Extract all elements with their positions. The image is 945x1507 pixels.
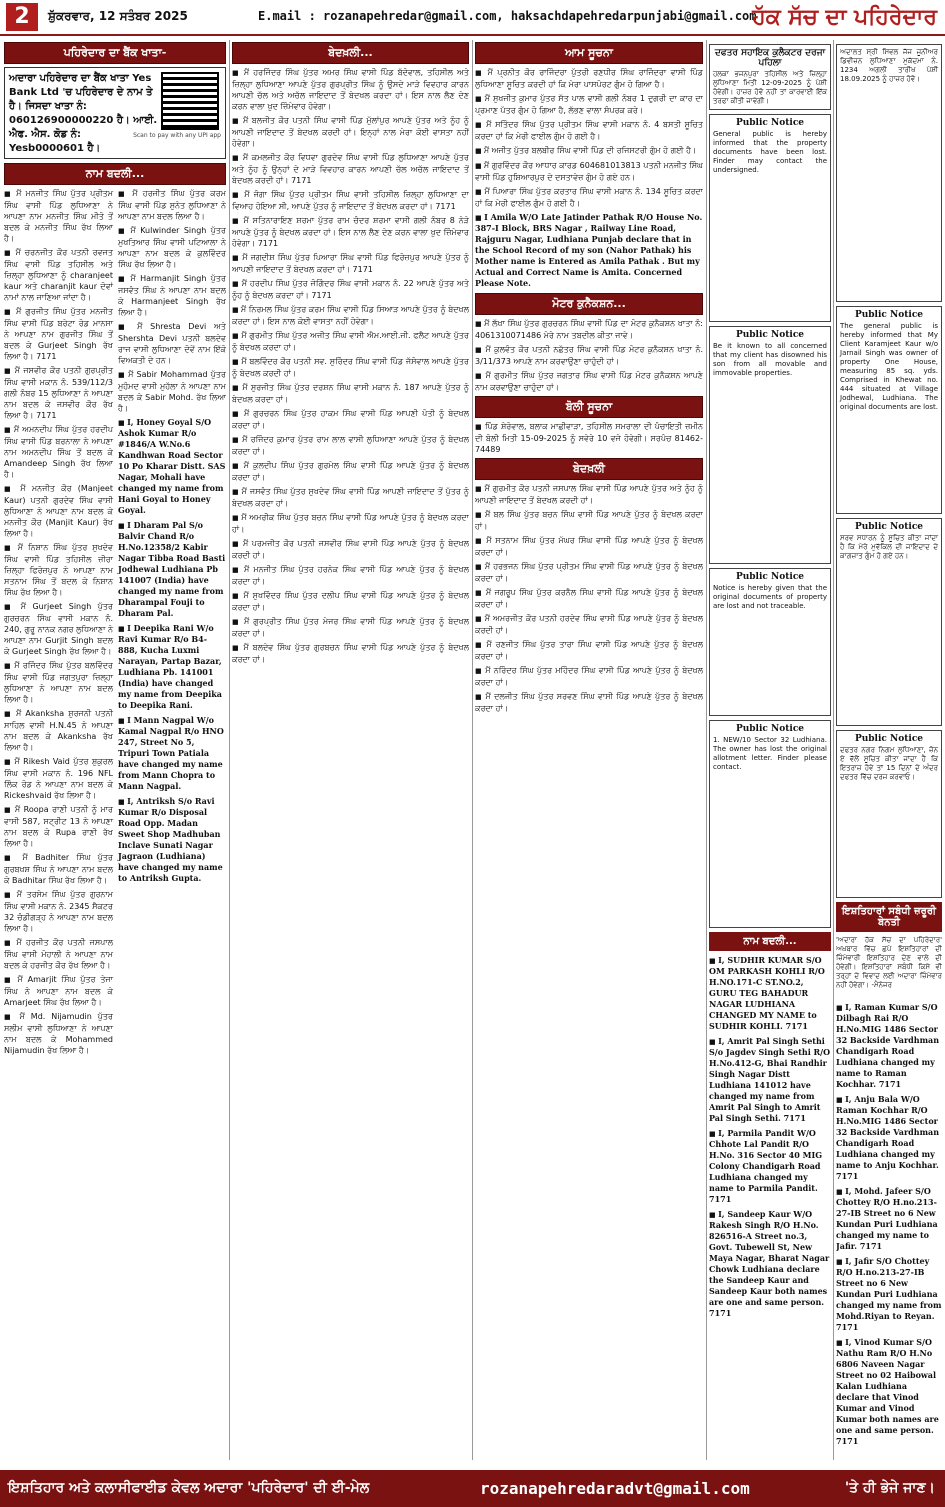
notice-item: ■ ਮੈਂ ਜਗਦੀਸ਼ ਸਿੰਘ ਪੁੱਤਰ ਪਿਆਰਾ ਸਿੰਘ ਵਾਸੀ ਪਿੰਡ ਫਿਰੋਜ਼ਪੁਰ ਆਪਣੇ ਪੁੱਤਰ ਨੂੰ ਆਪਣੀ ਜਾਇਦਾਦ ਤੋਂ ਬੇਦਖਲ ਕਰਦਾ ਹਾਂ। 7171 bbox=[232, 252, 469, 275]
section-ishtihar: ਇਸ਼ਤਿਹਾਰਾਂ ਸਬੰਧੀ ਜ਼ਰੂਰੀ ਬੇਨਤੀ bbox=[836, 902, 942, 932]
section-naam-badli-2: ਨਾਮ ਬਦਲੀ... bbox=[709, 932, 831, 951]
notice-item: ■ ਮੈਂ ਹਰਜੀਤ ਸਿੰਘ ਪੁੱਤਰ ਕਰਮ ਸਿੰਘ ਵਾਸੀ ਪਿੰਡ ਸੁਨੇਤ ਲੁਧਿਆਣਾ ਨੇ ਆਪਣਾ ਨਾਮ ਬਦਲ ਲਿਆ ਹੈ। bbox=[118, 188, 226, 222]
notice-item: ■ I, Parmila Pandit W/O Chhote Lal Pandit R/O H.No. 316 Sector 40 MIG Colony Chandigarh Road Ludhiana changed my name to Parmila Pandit. 7171 bbox=[709, 1128, 831, 1205]
notice-item: ■ ਮੈਂ ਗੁਰਮੀਤ ਕੌਰ ਪਤਨੀ ਜਸਪਾਲ ਸਿੰਘ ਵਾਸੀ ਪਿੰਡ ਆਪਣੇ ਪੁੱਤਰ ਅਤੇ ਨੂੰਹ ਨੂੰ ਆਪਣੀ ਜਾਇਦਾਦ ਤੋਂ ਬੇਦਖਲ ਕਰਦੀ ਹਾਂ। bbox=[475, 483, 703, 506]
notice-item: ■ ਮੈਂ ਅਮਰੀਕ ਸਿੰਘ ਪੁੱਤਰ ਬਚਨ ਸਿੰਘ ਵਾਸੀ ਪਿੰਡ ਆਪਣੇ ਪੁੱਤਰ ਨੂੰ ਬੇਦਖਲ ਕਰਦਾ ਹਾਂ। bbox=[232, 512, 469, 535]
column-4 bbox=[709, 40, 831, 1460]
notice-item: ■ ਮੈਂ ਹਰਜਿੰਦਰ ਸਿੰਘ ਪੁੱਤਰ ਅਮਰ ਸਿੰਘ ਵਾਸੀ ਪਿੰਡ ਬੱਦੋਵਾਲ, ਤਹਿਸੀਲ ਅਤੇ ਜ਼ਿਲ੍ਹਾ ਲੁਧਿਆਣਾ ਆਪਣੇ ਪੁੱਤਰ ਗੁਰਪ੍ਰੀਤ ਸਿੰਘ ਨੂੰ ਉਸਦੇ ਮਾੜੇ ਵਿਵਹਾਰ ਕਾਰਨ ਆਪਣੀ ਚੱਲ ਅਤੇ ਅਚੱਲ ਜਾਇਦਾਦ ਤੋਂ ਬੇਦਖਲ ਕਰਦਾ ਹਾਂ। ਇਸ ਨਾਲ ਲੈਣ ਦੇਣ ਕਰਨ ਵਾਲਾ ਖੁਦ ਜ਼ਿੰਮੇਵਾਰ ਹੋਵੇਗਾ। bbox=[232, 67, 469, 112]
public-notice bbox=[836, 518, 942, 726]
notice-item: ■ ਮੈਂ ਜਗਰੂਪ ਸਿੰਘ ਪੁੱਤਰ ਕਰਨੈਲ ਸਿੰਘ ਵਾਸੀ ਪਿੰਡ ਆਪਣੇ ਪੁੱਤਰ ਨੂੰ ਬੇਦਖਲ ਕਰਦਾ ਹਾਂ। bbox=[475, 587, 703, 610]
notice-item: ■ I, Honey Goyal S/O Ashok Kumar R/o #1846/A W.No.6 Kandhwan Road Sector 10 Po Kharar Distt. SAS Nagar, Mohali have changed my name from Hani Goyal to Honey Goyal. bbox=[118, 417, 226, 516]
notice-item: ■ ਮੈਂ ਹਰਦੀਪ ਸਿੰਘ ਪੁੱਤਰ ਜੋਗਿੰਦਰ ਸਿੰਘ ਵਾਸੀ ਮਕਾਨ ਨੰ. 22 ਆਪਣੇ ਪੁੱਤਰ ਅਤੇ ਨੂੰਹ ਨੂੰ ਬੇਦਖਲ ਕਰਦਾ ਹਾਂ। 7171 bbox=[232, 278, 469, 301]
notice-item: ■ ਮੈਂ ਬਲ ਸਿੰਘ ਪੁੱਤਰ ਬਚਨ ਸਿੰਘ ਵਾਸੀ ਪਿੰਡ ਆਪਣੇ ਪੁੱਤਰ ਨੂੰ ਬੇਦਖਲ ਕਰਦਾ ਹਾਂ। bbox=[475, 509, 703, 532]
notice-item: ■ ਮੈਂ ਸੁਰਜੀਤ ਸਿੰਘ ਪੁੱਤਰ ਦਰਸ਼ਨ ਸਿੰਘ ਵਾਸੀ ਮਕਾਨ ਨੰ. 187 ਆਪਣੇ ਪੁੱਤਰ ਨੂੰ ਬੇਦਖਲ ਕਰਦਾ ਹਾਂ। bbox=[232, 382, 469, 405]
notice-title: Public Notice bbox=[735, 572, 805, 582]
notice-item: ■ ਮੈਂ ਅਮਰਜੀਤ ਕੌਰ ਪਤਨੀ ਹਰਦੇਵ ਸਿੰਘ ਵਾਸੀ ਪਿੰਡ ਆਪਣੇ ਪੁੱਤਰ ਨੂੰ ਬੇਦਖਲ ਕਰਦੀ ਹਾਂ। bbox=[475, 613, 703, 636]
notice-item: ■ ਮੈਂ ਜਸਵੰਤ ਸਿੰਘ ਪੁੱਤਰ ਸੁਖਦੇਵ ਸਿੰਘ ਵਾਸੀ ਪਿੰਡ ਆਪਣੀ ਜਾਇਦਾਦ ਤੋਂ ਪੁੱਤਰ ਨੂੰ ਬੇਦਖਲ ਕਰਦਾ ਹਾਂ। bbox=[232, 486, 469, 509]
notice-text: General public is hereby informed that the property documents have been lost. Finder may contact the undersigned. bbox=[713, 130, 827, 174]
notice-item: ■ ਮੈਂ ਸਤਨਾਮ ਸਿੰਘ ਪੁੱਤਰ ਮੱਘਰ ਸਿੰਘ ਵਾਸੀ ਪਿੰਡ ਆਪਣੇ ਪੁੱਤਰ ਨੂੰ ਬੇਦਖਲ ਕਰਦਾ ਹਾਂ। bbox=[475, 535, 703, 558]
col1-left bbox=[4, 188, 113, 1059]
notice-item: ■ ਮੈਂ ਹਰਜੀਤ ਕੌਰ ਪਤਨੀ ਜਸਪਾਲ ਸਿੰਘ ਵਾਸੀ ਮੋਹਾਲੀ ਨੇ ਆਪਣਾ ਨਾਮ ਬਦਲ ਕੇ ਹਰਜੀਤ ਕੌਰ ਰੱਖ ਲਿਆ ਹੈ। bbox=[4, 937, 113, 971]
notice-item: ■ I, Sandeep Kaur W/O Rakesh Singh R/O H.No. 826516-A Street no.3, Govt. Tubewell St, New Maya Nagar, Bharat Nagar Chowk Ludhiana declare the Sandeep Kaur and Sandeep Kaur both names are one and same person. 7171 bbox=[709, 1209, 831, 1319]
notice-item: ■ ਮੈਂ Badhiter ਸਿੰਘ ਪੁੱਤਰ ਗੁਰਬਖਸ਼ ਸਿੰਘ ਨੇ ਆਪਣਾ ਨਾਮ ਬਦਲ ਕੇ Badhitar ਸਿੰਘ ਰੱਖ ਲਿਆ ਹੈ। bbox=[4, 852, 113, 886]
bank-box bbox=[4, 67, 226, 159]
notice-item: ■ I Deepika Rani W/o Ravi Kumar R/o B4-888, Kucha Luxmi Narayan, Partap Bazar, Ludhiana Pb. 141001 (India) have changed my name from Deepika to Deepika Rani. bbox=[118, 623, 226, 711]
court-notice bbox=[709, 44, 831, 110]
divider bbox=[229, 40, 230, 1460]
notice-text: 1. NEW/10 Sector 32 Ludhiana. The owner has lost the original allotment letter. Finder please contact. bbox=[713, 736, 827, 771]
notice-text: Be it known to all concerned that my client has disowned his son from all movable and immovable properties. bbox=[713, 342, 827, 377]
notice-item: ■ ਮੈਂ Rikesh Vaid ਪੁੱਤਰ ਸ਼ੁਕੁਰਲ ਸਿੰਘ ਵਾਸੀ ਮਕਾਨ ਨੰ. 196 NFL ਲਿੰਕ ਰੋਡ ਨੇ ਆਪਣਾ ਨਾਮ ਬਦਲ ਕੇ Rickeshvaid ਰੱਖ ਲਿਆ ਹੈ। bbox=[4, 756, 113, 801]
notice-item: ■ ਮੈਂ Akanksha ਸ਼ੁਰਜਨੀ ਪਤਨੀ ਸਾਹਿਲ ਵਾਸੀ H.N.45 ਨੇ ਆਪਣਾ ਨਾਮ ਬਦਲ ਕੇ Akanksha ਰੱਖ ਲਿਆ ਹੈ। bbox=[4, 708, 113, 753]
notice-item: ■ ਮੈਂ Kulwinder Singh ਪੁੱਤਰ ਮੁਖਤਿਆਰ ਸਿੰਘ ਵਾਸੀ ਪਟਿਆਲਾ ਨੇ ਆਪਣਾ ਨਾਮ ਬਦਲ ਕੇ ਕੁਲਵਿੰਦਰ ਸਿੰਘ ਰੱਖ ਲਿਆ ਹੈ। bbox=[118, 225, 226, 270]
notice-item: ■ ਮੈਂ ਜਸਵੀਰ ਕੌਰ ਪਤਨੀ ਗੁਰਪ੍ਰੀਤ ਸਿੰਘ ਵਾਸੀ ਮਕਾਨ ਨੰ. 539/112/3 ਗਲੀ ਨੰਬਰ 15 ਲੁਧਿਆਣਾ ਨੇ ਆਪਣਾ ਨਾਮ ਬਦਲ ਕੇ ਜਸਵੀਰ ਕੌਰ ਰੱਖ ਲਿਆ ਹੈ। 7171 bbox=[4, 365, 113, 421]
notice-item: ■ ਮੈਂ ਜੰਗਾ ਸਿੰਘ ਪੁੱਤਰ ਪ੍ਰੀਤਮ ਸਿੰਘ ਵਾਸੀ ਤਹਿਸੀਲ ਜ਼ਿਲ੍ਹਾ ਲੁਧਿਆਣਾ ਦਾ ਵਿਆਹ ਹੋਇਆ ਸੀ, ਆਪਣੇ ਪੁੱਤਰ ਨੂੰ ਜਾਇਦਾਦ ਤੋਂ ਬੇਦਖਲ ਕਰਦਾ ਹਾਂ। 7171 bbox=[232, 189, 469, 212]
brand-logo: ਹੱਕ ਸੱਚ ਦਾ ਪਹਿਰੇਦਾਰ bbox=[752, 4, 937, 30]
divider bbox=[833, 40, 834, 1460]
public-notice bbox=[709, 114, 831, 322]
notice-item: ■ ਮੈਂ ਕੁਲਵੰਤ ਕੌਰ ਪਤਨੀ ਨਛੱਤਰ ਸਿੰਘ ਵਾਸੀ ਪਿੰਡ ਮੋਟਰ ਕੁਨੈਕਸ਼ਨ ਖਾਤਾ ਨੰ. 3/11/373 ਆਪਣੇ ਨਾਮ ਕਰਵਾਉਣਾ ਚਾਹੁੰਦੀ ਹਾਂ। bbox=[475, 344, 703, 367]
court-text: ਹਲਕਾ ਭਜਨਪੁਰਾ ਤਹਿਸੀਲ ਅਤੇ ਜ਼ਿਲ੍ਹਾ ਲੁਧਿਆਣਾ ਮਿਤੀ 12-09-2025 ਨੂੰ ਪੇਸ਼ੀ ਹੋਵੇਗੀ। ਹਾਜ਼ਰ ਹੋਵੋ ਨਹੀਂ ਤਾਂ ਕਾਰਵਾਈ ਇੱਕ ਤਰਫਾ ਕੀਤੀ ਜਾਵੇਗੀ। bbox=[713, 70, 827, 105]
footer-email: rozanapehredaradvt@gmail.com bbox=[480, 1479, 750, 1498]
notice-title: Public Notice bbox=[735, 330, 805, 340]
section-bedakhli-2: ਬੇਦਖ਼ਲੀ bbox=[475, 458, 703, 480]
notice-text: The general public is hereby informed that My Client Karamjeet Kaur w/o Jarnail Singh was owner of property One House, measuring 85 sq. yds. Comprised in Khewat no. 444 situated at Village Jodhewal, Ludhiana. The original documents are lost. bbox=[840, 322, 938, 411]
notice-item: ■ ਮੈਂ ਬਲਜੀਤ ਕੌਰ ਪਤਨੀ ਸਿੰਘ ਵਾਸੀ ਪਿੰਡ ਮੁੱਲਾਂਪੁਰ ਆਪਣੇ ਪੁੱਤਰ ਅਤੇ ਨੂੰਹ ਨੂੰ ਆਪਣੀ ਜਾਇਦਾਦ ਤੋਂ ਬੇਦਖਲ ਕਰਦੀ ਹਾਂ। ਇਨ੍ਹਾਂ ਨਾਲ ਮੇਰਾ ਕੋਈ ਵਾਸਤਾ ਨਹੀਂ ਹੋਵੇਗਾ। bbox=[232, 115, 469, 149]
notice-item: ■ ਮੈਂ Shresta Devi ਅਤੇ Shershta Devi ਪਤਨੀ ਬਲਦੇਵ ਰਾਜ ਵਾਸੀ ਲੁਧਿਆਣਾ ਦੋਵੇਂ ਨਾਮ ਇੱਕੋ ਵਿਅਕਤੀ ਦੇ ਹਨ। bbox=[118, 321, 226, 366]
notice-title: Public Notice bbox=[735, 118, 805, 128]
qr-code-icon bbox=[161, 72, 219, 130]
page-header bbox=[0, 0, 945, 36]
header-email: E.mail : rozanapehredar@gmail.com, haksachdapehredarpunjabi@gmail.com bbox=[258, 9, 757, 23]
boli-notice: ■ ਪਿੰਡ ਸ਼ੇਰੋਵਾਲ, ਬਲਾਕ ਮਾਛੀਵਾੜਾ, ਤਹਿਸੀਲ ਸਮਰਾਲਾ ਦੀ ਪੰਚਾਇਤੀ ਜ਼ਮੀਨ ਦੀ ਬੋਲੀ ਮਿਤੀ 15-09-2025 ਨੂੰ ਸਵੇਰੇ 10 ਵਜੇ ਹੋਵੇਗੀ। ਸਰਪੰਚ 81462-74489 bbox=[475, 421, 703, 455]
column-1 bbox=[4, 40, 226, 1460]
notice-item: ■ I, Jafir S/O Chottey R/O H.no.213-27-IB Street no 6 New Kundan Puri Ludhiana changed my name from Mohd.Riyan to Reyan. 7171 bbox=[836, 1256, 942, 1333]
qr-caption: Scan to pay with any UPI app bbox=[133, 132, 221, 139]
notice-item: ■ ਮੈਂ ਸਤਿੰਦਰ ਸਿੰਘ ਪੁੱਤਰ ਪ੍ਰੀਤਮ ਸਿੰਘ ਵਾਸੀ ਮਕਾਨ ਨੰ. 4 ਬਸਤੀ ਸੂਚਿਤ ਕਰਦਾ ਹਾਂ ਕਿ ਮੇਰੀ ਫਾਈਲ ਗੁੰਮ ਹੋ ਗਈ ਹੈ। bbox=[475, 119, 703, 142]
public-notice bbox=[709, 568, 831, 716]
public-notice bbox=[836, 306, 942, 514]
notice-item: ■ ਮੈਂ Amarjit ਸਿੰਘ ਪੁੱਤਰ ਤੇਜਾ ਸਿੰਘ ਨੇ ਆਪਣਾ ਨਾਮ ਬਦਲ ਕੇ Amarjeet ਸਿੰਘ ਰੱਖ ਲਿਆ ਹੈ। bbox=[4, 974, 113, 1008]
notice-item: ■ ਮੈਂ ਕਮਲਜੀਤ ਕੌਰ ਵਿਧਵਾ ਗੁਰਦੇਵ ਸਿੰਘ ਵਾਸੀ ਪਿੰਡ ਲੁਧਿਆਣਾ ਆਪਣੇ ਪੁੱਤਰ ਅਤੇ ਨੂੰਹ ਨੂੰ ਉਨ੍ਹਾਂ ਦੇ ਮਾੜੇ ਵਿਵਹਾਰ ਕਾਰਨ ਆਪਣੀ ਚੱਲ ਅਚੱਲ ਜਾਇਦਾਦ ਤੋਂ ਬੇਦਖਲ ਕਰਦੀ ਹਾਂ। 7171 bbox=[232, 152, 469, 186]
public-notice bbox=[836, 730, 942, 898]
notice-item: ■ ਮੈਂ ਅਜੀਤ ਪੁੱਤਰ ਬਲਬੀਰ ਸਿੰਘ ਵਾਸੀ ਪਿੰਡ ਦੀ ਰਜਿਸਟਰੀ ਗੁੰਮ ਹੋ ਗਈ ਹੈ। bbox=[475, 145, 703, 157]
notice-item: ■ ਮੈਂ ਪ੍ਰਨੀਤ ਕੌਰ ਰਾਜਿੰਦਰਾ ਪੁੱਤਰੀ ਰਣਧੀਰ ਸਿੰਘ ਰਾਜਿੰਦਰਾ ਵਾਸੀ ਪਿੰਡ ਲੁਧਿਆਣਾ ਸੂਚਿਤ ਕਰਦੀ ਹਾਂ ਕਿ ਮੇਰਾ ਪਾਸਪੋਰਟ ਗੁੰਮ ਹੋ ਗਿਆ ਹੈ। bbox=[475, 67, 703, 90]
bank-heading: ਪਹਿਰੇਦਾਰ ਦਾ ਬੈਂਕ ਖਾਤਾ- bbox=[4, 42, 226, 64]
column-3 bbox=[475, 40, 703, 1460]
notice-item: ■ ਮੈਂ ਗੁਰਜੀਤ ਸਿੰਘ ਪੁੱਤਰ ਮਨਜੀਤ ਸਿੰਘ ਵਾਸੀ ਪਿੰਡ ਬਰੇਟਾ ਰੋਡ ਮਾਨਸਾ ਨੇ ਆਪਣਾ ਨਾਮ ਗੁਰਜੀਤ ਸਿੰਘ ਤੋਂ ਬਦਲ ਕੇ Gurjeet Singh ਰੱਖ ਲਿਆ ਹੈ। 7171 bbox=[4, 306, 113, 362]
notice-item: ■ I, Antriksh S/o Ravi Kumar R/o Disposal Road Opp. Madan Sweet Shop Madhuban Inclave Sunati Nagar Jagraon (Ludhiana) have changed my name to Antriksh Gupta. bbox=[118, 796, 226, 884]
notice-item: ■ ਮੈਂ Md. Nijamudin ਪੁੱਤਰ ਸਲੀਮ ਵਾਸੀ ਲੁਧਿਆਣਾ ਨੇ ਆਪਣਾ ਨਾਮ ਬਦਲ ਕੇ Mohammed Nijamudin ਰੱਖ ਲਿਆ ਹੈ। bbox=[4, 1011, 113, 1056]
ishtihar-text: 'ਅਦਾਰਾ ਹੱਕ ਸੱਚ ਦਾ ਪਹਿਰੇਦਾਰ' ਅਖ਼ਬਾਰ ਵਿੱਚ ਛਪੇ ਇਸ਼ਤਿਹਾਰਾਂ ਦੀ ਜ਼ਿੰਮੇਵਾਰੀ ਇਸ਼ਤਿਹਾਰ ਦੇਣ ਵਾਲੇ ਦੀ ਹੋਵੇਗੀ। ਇਸ਼ਤਿਹਾਰਾਂ ਸਬੰਧੀ ਕਿਸੇ ਵੀ ਤਰ੍ਹਾਂ ਦੇ ਵਿਵਾਦ ਲਈ ਅਦਾਰਾ ਜ਼ਿੰਮੇਵਾਰ ਨਹੀਂ ਹੋਵੇਗਾ। -ਮੈਨੇਜਰ bbox=[836, 936, 942, 989]
court-title: ਦਫਤਰ ਸਹਾਇਕ ਕੁਲੈਕਟਰ ਦਰਜਾ ਪਹਿਲਾ bbox=[714, 48, 826, 68]
notice-item: ■ ਮੈਂ ਪਰਮਜੀਤ ਕੌਰ ਪਤਨੀ ਜਸਵੀਰ ਸਿੰਘ ਵਾਸੀ ਪਿੰਡ ਆਪਣੇ ਪੁੱਤਰ ਨੂੰ ਬੇਦਖਲ ਕਰਦੀ ਹਾਂ। bbox=[232, 538, 469, 561]
notice-item: ■ ਮੈਂ ਗੁਰਚਰਨ ਸਿੰਘ ਪੁੱਤਰ ਹਾਕਮ ਸਿੰਘ ਵਾਸੀ ਪਿੰਡ ਆਪਣੀ ਪੋਤੀ ਨੂੰ ਬੇਦਖਲ ਕਰਦਾ ਹਾਂ। bbox=[232, 408, 469, 431]
notice-item: ■ ਮੈਂ ਗੁਰਵਿੰਦਰ ਕੌਰ ਆਧਾਰ ਕਾਰਡ 604681013813 ਪਤਨੀ ਮਨਜੀਤ ਸਿੰਘ ਵਾਸੀ ਪਿੰਡ ਹੁਸ਼ਿਆਰਪੁਰ ਦੇ ਦਸਤਾਵੇਜ਼ ਗੁੰਮ ਹੋ ਗਏ ਹਨ। bbox=[475, 160, 703, 183]
notice-item: ■ I, Anju Bala W/O Raman Kochhar R/O H.No.MIG 1486 Sector 32 Backside Vardhman Chandigarh Road Ludhiana changed my name to Anju Kochhar. 7171 bbox=[836, 1094, 942, 1182]
notice-item: ■ ਮੈਂ Sabir Mohammad ਪੁੱਤਰ ਮੁਹੰਮਦ ਵਾਸੀ ਮੁਹੱਲਾ ਨੇ ਆਪਣਾ ਨਾਮ ਬਦਲ ਕੇ Sabir Mohd. ਰੱਖ ਲਿਆ ਹੈ। bbox=[118, 369, 226, 414]
public-notice bbox=[709, 326, 831, 564]
notice-item: ■ ਮੈਂ ਨਿਰਮਲ ਸਿੰਘ ਪੁੱਤਰ ਕਰਮ ਸਿੰਘ ਵਾਸੀ ਪਿੰਡ ਸਿਆੜ ਆਪਣੇ ਪੁੱਤਰ ਨੂੰ ਬੇਦਖਲ ਕਰਦਾ ਹਾਂ। ਇਸ ਨਾਲ ਕੋਈ ਵਾਸਤਾ ਨਹੀਂ ਹੋਵੇਗਾ। bbox=[232, 304, 469, 327]
notice-item: ■ ਮੈਂ ਸਤਿਨਾਰਾਇਣ ਸ਼ਰਮਾ ਪੁੱਤਰ ਰਾਮ ਚੰਦਰ ਸ਼ਰਮਾ ਵਾਸੀ ਗਲੀ ਨੰਬਰ 8 ਨੇੜੇ ਆਪਣੇ ਪੁੱਤਰ ਨੂੰ ਬੇਦਖਲ ਕਰਦਾ ਹਾਂ। ਇਸ ਨਾਲ ਲੈਣ ਦੇਣ ਕਰਨ ਵਾਲਾ ਖੁਦ ਜ਼ਿੰਮੇਵਾਰ ਹੋਵੇਗਾ। 7171 bbox=[232, 215, 469, 249]
notice-item: ■ ਮੈਂ ਹਰਭਜਨ ਸਿੰਘ ਪੁੱਤਰ ਪ੍ਰੀਤਮ ਸਿੰਘ ਵਾਸੀ ਪਿੰਡ ਆਪਣੇ ਪੁੱਤਰ ਨੂੰ ਬੇਦਖਲ ਕਰਦਾ ਹਾਂ। bbox=[475, 561, 703, 584]
notice-text: ਦਫਤਰ ਨਗਰ ਨਿਗਮ ਲੁਧਿਆਣਾ, ਜ਼ੋਨ ਏ ਵੱਲੋਂ ਸੂਚਿਤ ਕੀਤਾ ਜਾਂਦਾ ਹੈ ਕਿ ਇਤਰਾਜ਼ ਹੋਵੇ ਤਾਂ 15 ਦਿਨਾਂ ਦੇ ਅੰਦਰ ਦਫਤਰ ਵਿੱਚ ਦਰਜ ਕਰਵਾਓ। bbox=[840, 746, 938, 781]
section-motor: ਮੋਟਰ ਕੁਨੈਕਸ਼ਨ... bbox=[475, 293, 703, 315]
page-footer bbox=[0, 1470, 945, 1507]
notice-item: ■ I, Raman Kumar S/O Dilbagh Rai R/O H.No.MIG 1486 Sector 32 Backside Vardhman Chandigarh Road Ludhiana changed my name to Raman Kochhar. 7171 bbox=[836, 1002, 942, 1090]
section-bedakhli: ਬੇਦਖ਼ਲੀ... bbox=[232, 42, 469, 64]
notice-item: ■ I, Vinod Kumar S/O Nathu Ram R/O H.No 6806 Naveen Nagar Street no 02 Haibowal Kalan Ludhiana declare that Vinod Kumar and Vinod Kumar both names are one and same person. 7171 bbox=[836, 1337, 942, 1447]
notice-item: ■ I Dharam Pal S/o Balvir Chand R/o H.No.12358/2 Kabir Nagar Tibba Road Basti Jodhewal Ludhiana Pb 141007 (India) have changed my name from Dharampal Fouji to Dharam Pal. bbox=[118, 520, 226, 619]
notice-title: Public Notice bbox=[854, 734, 924, 744]
notice-item: ■ ਮੈਂ ਰਜਿੰਦਰ ਸਿੰਘ ਪੁੱਤਰ ਬਲਵਿੰਦਰ ਸਿੰਘ ਵਾਸੀ ਪਿੰਡ ਜਗਤਪੁਰਾ ਜ਼ਿਲ੍ਹਾ ਲੁਧਿਆਣਾ ਨੇ ਆਪਣਾ ਨਾਮ ਬਦਲ ਲਿਆ ਹੈ। bbox=[4, 660, 113, 705]
notice-text: Notice is hereby given that the original documents of property are lost and not traceable. bbox=[713, 584, 827, 610]
section-aam-suchna: ਆਮ ਸੂਚਨਾ bbox=[475, 42, 703, 64]
notice-item: ■ ਮੈਂ ਬਲਵਿੰਦਰ ਕੌਰ ਪਤਨੀ ਸਵ. ਸੁਰਿੰਦਰ ਸਿੰਘ ਵਾਸੀ ਪਿੰਡ ਜੱਸੋਵਾਲ ਆਪਣੇ ਪੁੱਤਰ ਨੂੰ ਬੇਦਖਲ ਕਰਦੀ ਹਾਂ। bbox=[232, 356, 469, 379]
page-number: 2 bbox=[6, 3, 38, 31]
notice-item: ■ ਮੈਂ ਅਮਨਦੀਪ ਸਿੰਘ ਪੁੱਤਰ ਹਰਦੀਪ ਸਿੰਘ ਵਾਸੀ ਪਿੰਡ ਬਰਨਾਲਾ ਨੇ ਆਪਣਾ ਨਾਮ ਅਮਨਦੀਪ ਸਿੰਘ ਤੋਂ ਬਦਲ ਕੇ Amandeep Singh ਰੱਖ ਲਿਆ ਹੈ। bbox=[4, 424, 113, 480]
notice-title: Public Notice bbox=[854, 522, 924, 532]
notice-item: ■ ਮੈਂ ਪਿਆਰਾ ਸਿੰਘ ਪੁੱਤਰ ਕਰਤਾਰ ਸਿੰਘ ਵਾਸੀ ਮਕਾਨ ਨੰ. 134 ਸੂਚਿਤ ਕਰਦਾ ਹਾਂ ਕਿ ਮੇਰੀ ਫਾਈਲ ਗੁੰਮ ਹੋ ਗਈ ਹੈ। bbox=[475, 186, 703, 209]
public-notice bbox=[709, 720, 831, 928]
section-naam-badli: ਨਾਮ ਬਦਲੀ... bbox=[4, 163, 226, 185]
notice-item: ■ I, SUDHIR KUMAR S/O OM PARKASH KOHLI R/O H.NO.171-C ST.NO.2, GURU TEG BAHADUR NAGAR LUDHIANA CHANGED MY NAME to SUDHIR KOHLI. 7171 bbox=[709, 955, 831, 1032]
notice-item: ■ ਮੈਂ ਬਲਦੇਵ ਸਿੰਘ ਪੁੱਤਰ ਗੁਰਬਚਨ ਸਿੰਘ ਵਾਸੀ ਪਿੰਡ ਆਪਣੇ ਪੁੱਤਰ ਨੂੰ ਬੇਦਖਲ ਕਰਦਾ ਹਾਂ। bbox=[232, 642, 469, 665]
english-notice: ■ I Amila W/O Late Jatinder Pathak R/O House No. 387-I Block, BRS Nagar , Railway Line Road, Rajguru Nagar, Ludhiana Punjab declare that in the School Record of my son (Nahor Pathak) his Mother name is Entered as Amila Pathak . But my Actual and Correct Name is Amita. Concerned Please Note. bbox=[475, 212, 703, 289]
notice-item: ■ I, Amrit Pal Singh Sethi S/o Jagdev Singh Sethi R/O H.No.412-G, Bhai Randhir Singh Nagar Distt Ludhiana 141012 have changed my name from Amrit Pal Singh to Amrit Pal Singh Sethi. 7171 bbox=[709, 1036, 831, 1124]
column-5 bbox=[836, 40, 942, 1460]
notice-item: ■ ਮੈਂ ਮਨਜੀਤ ਸਿੰਘ ਪੁੱਤਰ ਹਰਨੇਕ ਸਿੰਘ ਵਾਸੀ ਪਿੰਡ ਆਪਣੇ ਪੁੱਤਰ ਨੂੰ ਬੇਦਖਲ ਕਰਦਾ ਹਾਂ। bbox=[232, 564, 469, 587]
notice-item: ■ ਮੈਂ ਮਨਜੀਤ ਸਿੰਘ ਪੁੱਤਰ ਪ੍ਰੀਤਮ ਸਿੰਘ ਵਾਸੀ ਪਿੰਡ ਲੁਧਿਆਣਾ ਨੇ ਆਪਣਾ ਨਾਮ ਮਨਜੀਤ ਸਿੰਘ ਮੀਤੋ ਤੋਂ ਬਦਲ ਕੇ ਮਨਜੀਤ ਸਿੰਘ ਰੱਖ ਲਿਆ ਹੈ। bbox=[4, 188, 113, 244]
footer-text-end: 'ਤੇ ਹੀ ਭੇਜੇ ਜਾਣ। bbox=[844, 1480, 935, 1496]
notice-item: ■ ਮੈਂ ਨਰਿੰਦਰ ਸਿੰਘ ਪੁੱਤਰ ਮਹਿੰਦਰ ਸਿੰਘ ਵਾਸੀ ਪਿੰਡ ਆਪਣੇ ਪੁੱਤਰ ਨੂੰ ਬੇਦਖਲ ਕਰਦਾ ਹਾਂ। bbox=[475, 665, 703, 688]
notice-item: ■ ਮੈਂ ਗੁਰਪ੍ਰੀਤ ਸਿੰਘ ਪੁੱਤਰ ਮੇਜਰ ਸਿੰਘ ਵਾਸੀ ਪਿੰਡ ਆਪਣੇ ਪੁੱਤਰ ਨੂੰ ਬੇਦਖਲ ਕਰਦਾ ਹਾਂ। bbox=[232, 616, 469, 639]
notice-item: ■ ਮੈਂ ਗੁਰਮੀਤ ਸਿੰਘ ਪੁੱਤਰ ਅਜੀਤ ਸਿੰਘ ਵਾਸੀ ਐਮ.ਆਈ.ਜੀ. ਫਲੈਟ ਆਪਣੇ ਪੁੱਤਰ ਨੂੰ ਬੇਦਖਲ ਕਰਦਾ ਹਾਂ। bbox=[232, 330, 469, 353]
notice-title: Public Notice bbox=[854, 310, 924, 320]
notice-item: ■ ਮੈਂ ਸੁਖਵਿੰਦਰ ਸਿੰਘ ਪੁੱਤਰ ਦਲੀਪ ਸਿੰਘ ਵਾਸੀ ਪਿੰਡ ਆਪਣੇ ਪੁੱਤਰ ਨੂੰ ਬੇਦਖਲ ਕਰਦਾ ਹਾਂ। bbox=[232, 590, 469, 613]
notice-item: ■ ਮੈਂ Harmanjit Singh ਪੁੱਤਰ ਜਸਵੰਤ ਸਿੰਘ ਨੇ ਆਪਣਾ ਨਾਮ ਬਦਲ ਕੇ Harmanjeet Singh ਰੱਖ ਲਿਆ ਹੈ। bbox=[118, 273, 226, 318]
notice-item: ■ I Mann Nagpal W/o Kamal Nagpal R/o HNO 247, Street No 5, Tripuri Town Patiala have changed my name from Mann Chopra to Mann Nagpal. bbox=[118, 715, 226, 792]
column-2 bbox=[232, 40, 469, 1460]
footer-text: ਇਸ਼ਤਿਹਾਰ ਅਤੇ ਕਲਾਸੀਫਾਈਡ ਕੇਵਲ ਅਦਾਰਾ 'ਪਹਿਰੇਦਾਰ' ਦੀ ਈ-ਮੇਲ bbox=[8, 1480, 370, 1496]
col1-right bbox=[118, 188, 226, 1059]
notice-item: ■ ਮੈਂ ਦਲਜੀਤ ਸਿੰਘ ਪੁੱਤਰ ਸਰਵਣ ਸਿੰਘ ਵਾਸੀ ਪਿੰਡ ਆਪਣੇ ਪੁੱਤਰ ਨੂੰ ਬੇਦਖਲ ਕਰਦਾ ਹਾਂ। bbox=[475, 691, 703, 714]
notice-item: ■ ਮੈਂ ਮਨਜੀਤ ਕੌਰ (Manjeet Kaur) ਪਤਨੀ ਗੁਰਦੇਵ ਸਿੰਘ ਵਾਸੀ ਲੁਧਿਆਣਾ ਨੇ ਆਪਣਾ ਨਾਮ ਬਦਲ ਕੇ ਮਨਜੀਤ ਕੌਰ (Manjit Kaur) ਰੱਖ ਲਿਆ ਹੈ। bbox=[4, 483, 113, 539]
notice-item: ■ ਮੈਂ ਸੁਖਜੀਤ ਕੁਮਾਰ ਪੁੱਤਰ ਸੱਤ ਪਾਲ ਵਾਸੀ ਗਲੀ ਨੰਬਰ 1 ਦੁਗਰੀ ਦਾ ਕਾਰ ਦਾ ਪ੍ਰਮਾਣ ਪੱਤਰ ਗੁੰਮ ਹੋ ਗਿਆ ਹੈ, ਲੱਭਣ ਵਾਲਾ ਸੰਪਰਕ ਕਰੇ। bbox=[475, 93, 703, 116]
notice-item: ■ ਮੈਂ ਲੱਖਾ ਸਿੰਘ ਪੁੱਤਰ ਗੁਰਚਰਨ ਸਿੰਘ ਵਾਸੀ ਪਿੰਡ ਦਾ ਮੋਟਰ ਕੁਨੈਕਸ਼ਨ ਖਾਤਾ ਨੰ: 4061310071486 ਮੇਰੇ ਨਾਮ ਤਬਦੀਲ ਕੀਤਾ ਜਾਵੇ। bbox=[475, 318, 703, 341]
notice-title: Public Notice bbox=[735, 724, 805, 734]
notice-item: ■ ਮੈਂ Roopa ਰਾਣੀ ਪਤਨੀ ਨੂੰ ਮਾਰ ਵਾਸੀ 587, ਸਟ੍ਰੀਟ 13 ਨੇ ਆਪਣਾ ਨਾਮ ਬਦਲ ਕੇ Rupa ਰਾਣੀ ਰੱਖ ਲਿਆ ਹੈ। bbox=[4, 804, 113, 849]
notice-item: ■ ਮੈਂ ਤਰਸੇਮ ਸਿੰਘ ਪੁੱਤਰ ਗੁਰਨਾਮ ਸਿੰਘ ਵਾਸੀ ਮਕਾਨ ਨੰ. 2345 ਸੈਕਟਰ 32 ਚੰਡੀਗੜ੍ਹ ਨੇ ਆਪਣਾ ਨਾਮ ਬਦਲ ਲਿਆ ਹੈ। bbox=[4, 889, 113, 934]
page-date: ਸ਼ੁੱਕਰਵਾਰ, 12 ਸਤੰਬਰ 2025 bbox=[48, 9, 188, 23]
section-boli: ਬੋਲੀ ਸੂਚਨਾ bbox=[475, 396, 703, 418]
notice-item: ■ ਮੈਂ ਰਜਿੰਦਰ ਕੁਮਾਰ ਪੁੱਤਰ ਰਾਮ ਲਾਲ ਵਾਸੀ ਲੁਧਿਆਣਾ ਆਪਣੇ ਪੁੱਤਰ ਨੂੰ ਬੇਦਖਲ ਕਰਦਾ ਹਾਂ। bbox=[232, 434, 469, 457]
notice-item: ■ ਮੈਂ ਰਣਜੀਤ ਸਿੰਘ ਪੁੱਤਰ ਤਾਰਾ ਸਿੰਘ ਵਾਸੀ ਪਿੰਡ ਆਪਣੇ ਪੁੱਤਰ ਨੂੰ ਬੇਦਖਲ ਕਰਦਾ ਹਾਂ। bbox=[475, 639, 703, 662]
notice-item: ■ ਮੈਂ ਕੁਲਦੀਪ ਸਿੰਘ ਪੁੱਤਰ ਗੁਰਮੇਲ ਸਿੰਘ ਵਾਸੀ ਪਿੰਡ ਆਪਣੇ ਪੁੱਤਰ ਨੂੰ ਬੇਦਖਲ ਕਰਦਾ ਹਾਂ। bbox=[232, 460, 469, 483]
court-text: ਅਦਾਲਤ ਸ੍ਰੀ ਸਿਵਲ ਜੱਜ ਜੂਨੀਅਰ ਡਿਵੀਜ਼ਨ ਲੁਧਿਆਣਾ ਮੁਕੱਦਮਾ ਨੰ. 1234 ਅਗਲੀ ਤਾਰੀਖ ਪੇਸ਼ੀ 18.09.2025 ਨੂੰ ਹਾਜ਼ਰ ਹੋਵੋ। bbox=[840, 48, 938, 83]
divider bbox=[706, 40, 707, 1460]
notice-item: ■ ਮੈਂ Gurjeet Singh ਪੁੱਤਰ ਗੁਰਚਰਨ ਸਿੰਘ ਵਾਸੀ ਮਕਾਨ ਨੰ. 240, ਗੁਰੂ ਨਾਨਕ ਨਗਰ ਲੁਧਿਆਣਾ ਨੇ ਆਪਣਾ ਨਾਮ Gurjit Singh ਬਦਲ ਕੇ Gurjeet Singh ਰੱਖ ਲਿਆ ਹੈ। bbox=[4, 601, 113, 657]
notice-item: ■ ਮੈਂ ਗੁਰਮੀਤ ਸਿੰਘ ਪੁੱਤਰ ਜਗਤਾਰ ਸਿੰਘ ਵਾਸੀ ਪਿੰਡ ਮੋਟਰ ਕੁਨੈਕਸ਼ਨ ਆਪਣੇ ਨਾਮ ਕਰਵਾਉਣਾ ਚਾਹੁੰਦਾ ਹਾਂ। bbox=[475, 370, 703, 393]
court-notice bbox=[836, 44, 942, 302]
notice-text: ਸਰਵ ਸਧਾਰਨ ਨੂੰ ਸੂਚਿਤ ਕੀਤਾ ਜਾਂਦਾ ਹੈ ਕਿ ਮੇਰੇ ਮੁਵੱਕਿਲ ਦੀ ਜਾਇਦਾਦ ਦੇ ਕਾਗਜ਼ਾਤ ਗੁੰਮ ਹੋ ਗਏ ਹਨ। bbox=[840, 534, 938, 560]
notice-item: ■ ਮੈਂ ਚਰਨਜੀਤ ਕੌਰ ਪਤਨੀ ਰਵਜਤ ਸਿੰਘ ਵਾਸੀ ਪਿੰਡ ਤਹਿਸੀਲ ਅਤੇ ਜ਼ਿਲ੍ਹਾ ਲੁਧਿਆਣਾ ਨੂੰ charanjeet kaur ਅਤੇ charanjit kaur ਦੋਵਾਂ ਨਾਮਾਂ ਨਾਲ ਜਾਣਿਆ ਜਾਂਦਾ ਹੈ। bbox=[4, 247, 113, 303]
notice-item: ■ ਮੈਂ ਨਿਸ਼ਾਨ ਸਿੰਘ ਪੁੱਤਰ ਸੁਖਦੇਵ ਸਿੰਘ ਵਾਸੀ ਪਿੰਡ ਤਹਿਸੀਲ ਜ਼ੀਰਾ ਜ਼ਿਲ੍ਹਾ ਫਿਰੋਜ਼ਪੁਰ ਨੇ ਆਪਣਾ ਨਾਮ ਸਤਨਾਮ ਸਿੰਘ ਤੋਂ ਬਦਲ ਕੇ ਨਿਸ਼ਾਨ ਸਿੰਘ ਰੱਖ ਲਿਆ ਹੈ। bbox=[4, 542, 113, 598]
notice-item: ■ I, Mohd. Jafeer S/O Chottey R/O H.no.213-27-IB Street no 6 New Kundan Puri Ludhiana changed my name to Jafir. 7171 bbox=[836, 1186, 942, 1252]
bank-text: ਅਦਾਰਾ ਪਹਿਰੇਦਾਰ ਦਾ ਬੈਂਕ ਖਾਤਾ Yes Bank Ltd 'ਚ ਪਹਿਰੇਦਾਰ ਦੇ ਨਾਮ ਤੇ ਹੈ। ਜਿਸਦਾ ਖਾਤਾ ਨੰ: 060126900000220 ਹੈ। ਆਈ. ਐਫ. ਐਸ. ਕੋਡ ਨੰ: Yesb0000601 ਹੈ। bbox=[9, 73, 158, 154]
divider bbox=[472, 40, 473, 1460]
